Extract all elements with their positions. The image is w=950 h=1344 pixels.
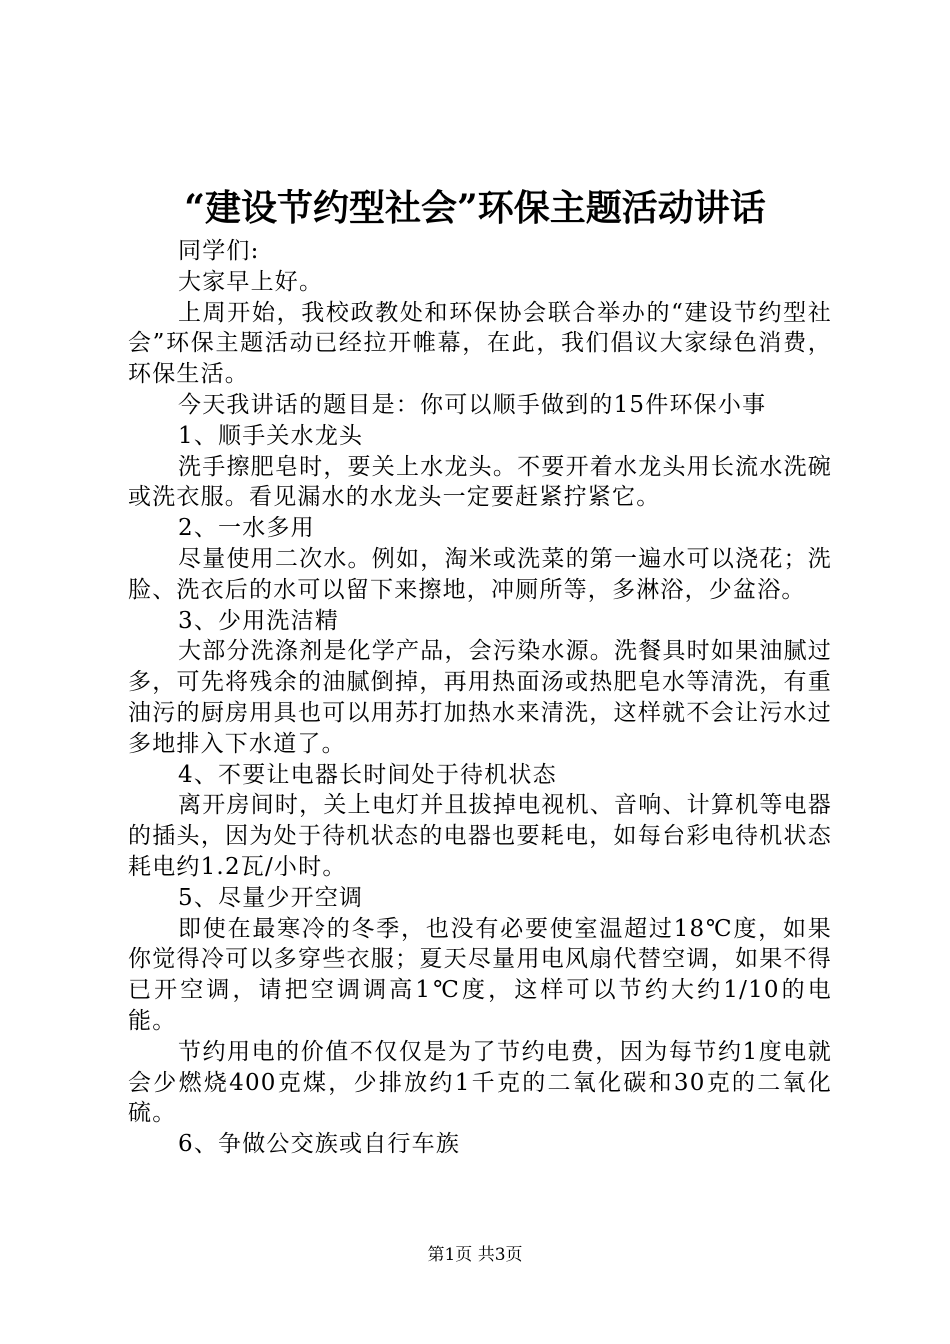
document-body bbox=[128, 236, 832, 1160]
paragraph-item-5-extra: 节约用电的价值不仅仅是为了节约电费，因为每节约1度电就会少燃烧400克煤，少排放约1千克的二氧化碳和30克的二氧化硫。 bbox=[128, 1038, 832, 1127]
heading-item-2: 2、一水多用 bbox=[178, 515, 315, 542]
paragraph-topic: 今天我讲话的题目是：你可以顺手做到的15件环保小事 bbox=[178, 391, 767, 418]
heading-item-3: 3、少用洗洁精 bbox=[178, 607, 340, 634]
paragraph-item-5: 即使在最寒冷的冬季，也没有必要使室温超过18℃度，如果你觉得冷可以多穿些衣服；夏天尽量用电风扇代替空调，如果不得已开空调，请把空调调高1℃度，这样可以节约大约1/10的电能。 bbox=[128, 915, 832, 1034]
heading-item-5: 5、尽量少开空调 bbox=[178, 884, 364, 911]
heading-item-4: 4、不要让电器长时间处于待机状态 bbox=[178, 761, 557, 788]
paragraph-intro: 上周开始，我校政教处和环保协会联合举办的“建设节约型社会”环保主题活动已经拉开帷幕，在此，我们倡议大家绿色消费，环保生活。 bbox=[128, 299, 832, 388]
paragraph-item-2: 尽量使用二次水。例如，淘米或洗菜的第一遍水可以浇花；洗脸、洗衣后的水可以留下来擦地，冲厕所等，多淋浴，少盆浴。 bbox=[128, 545, 832, 603]
paragraph-greeting: 同学们: bbox=[178, 238, 260, 264]
paragraph-item-1: 洗手擦肥皂时，要关上水龙头。不要开着水龙头用长流水洗碗或洗衣服。看见漏水的水龙头一定要赶紧拧紧它。 bbox=[128, 453, 832, 511]
paragraph-item-4: 离开房间时，关上电灯并且拔掉电视机、音响、计算机等电器的插头，因为处于待机状态的电器也要耗电，如每台彩电待机状态耗电约1.2瓦/小时。 bbox=[128, 792, 832, 880]
paragraph-item-3: 大部分洗涤剂是化学产品，会污染水源。洗餐具时如果油腻过多，可先将残余的油腻倒掉，再用热面汤或热肥皂水等清洗，有重油污的厨房用具也可以用苏打加热水来清洗，这样就不会让污水过多地排入下水道了。 bbox=[128, 638, 832, 757]
heading-item-6: 6、争做公交族或自行车族 bbox=[178, 1131, 461, 1158]
page-footer: 第1页 共3页 bbox=[427, 1245, 523, 1265]
heading-item-1: 1、顺手关水龙头 bbox=[178, 422, 364, 449]
document-title: “建设节约型社会”环保主题活动讲话 bbox=[184, 187, 766, 229]
paragraph-good-morning: 大家早上好。 bbox=[178, 268, 324, 295]
